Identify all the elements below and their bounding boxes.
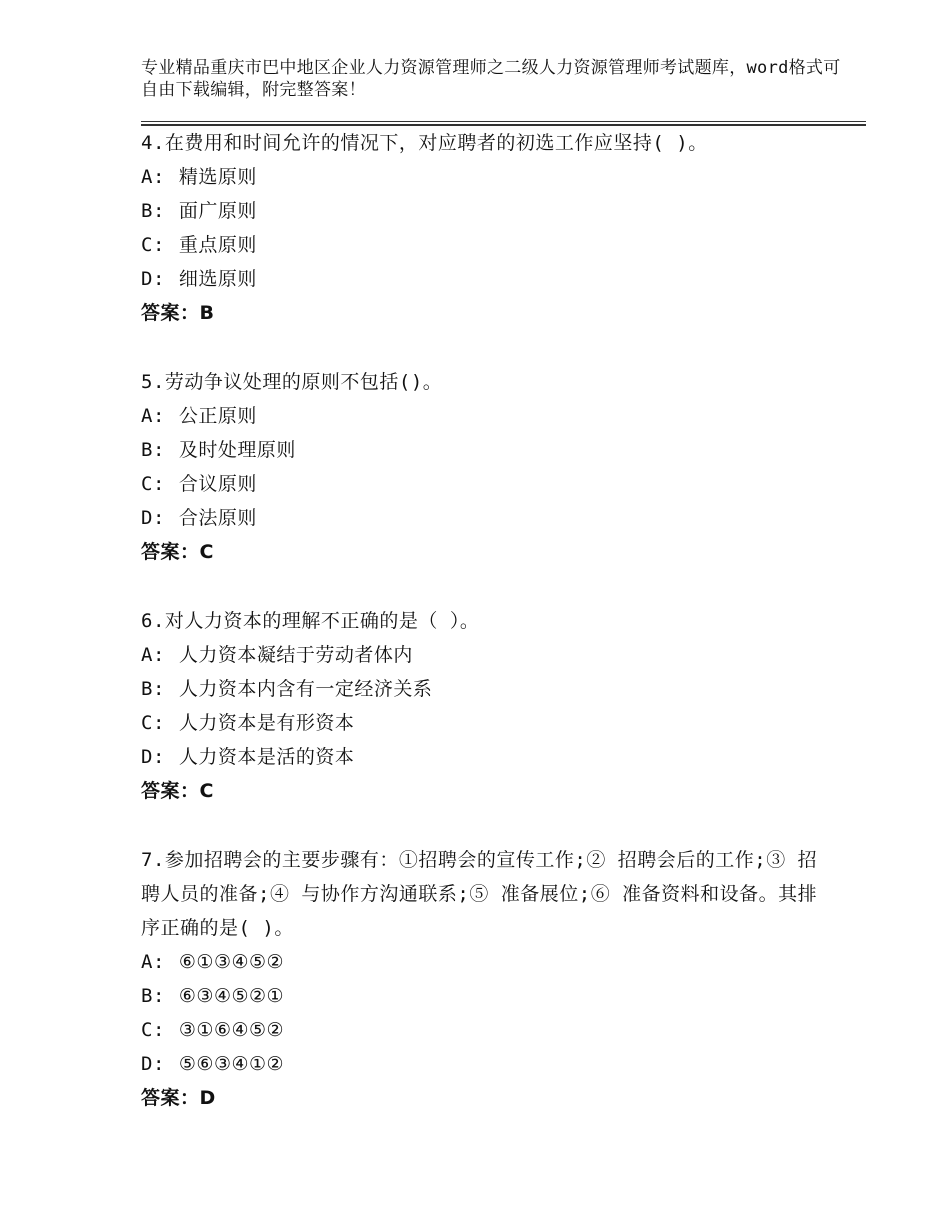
answer-value: B bbox=[199, 302, 214, 324]
option-text: 人力资本内含有一定经济关系 bbox=[178, 678, 433, 700]
option-text: ⑥①③④⑤② bbox=[178, 951, 285, 973]
answer-label: 答案： bbox=[141, 541, 200, 563]
option-a bbox=[141, 638, 831, 672]
answer-value: C bbox=[199, 541, 214, 563]
option-letter: D: bbox=[141, 507, 165, 529]
option-letter: B: bbox=[141, 200, 165, 222]
document-header: 专业精品重庆市巴中地区企业人力资源管理师之二级人力资源管理师考试题库，word格式可自由下载编辑，附完整答案！ bbox=[141, 58, 841, 100]
option-c bbox=[141, 706, 831, 740]
answer-value: C bbox=[199, 780, 214, 802]
answer-line bbox=[141, 296, 831, 330]
option-letter: A: bbox=[141, 405, 165, 427]
option-letter: C: bbox=[141, 712, 165, 734]
option-d bbox=[141, 1047, 831, 1081]
option-letter: A: bbox=[141, 951, 165, 973]
option-text: 人力资本是有形资本 bbox=[178, 712, 355, 734]
option-text: 合法原则 bbox=[178, 507, 257, 529]
option-d bbox=[141, 740, 831, 774]
question-4 bbox=[141, 126, 831, 330]
option-d bbox=[141, 262, 831, 296]
option-c bbox=[141, 467, 831, 501]
question-stem: 6.对人力资本的理解不正确的是（ ）。 bbox=[141, 610, 480, 632]
option-d bbox=[141, 501, 831, 535]
option-a bbox=[141, 160, 831, 194]
header-divider-thin bbox=[141, 121, 866, 122]
option-text: 人力资本是活的资本 bbox=[178, 746, 355, 768]
option-a bbox=[141, 945, 831, 979]
option-c bbox=[141, 228, 831, 262]
answer-label: 答案： bbox=[141, 302, 200, 324]
question-stem: 7.参加招聘会的主要步骤有：①招聘会的宣传工作;② 招聘会后的工作;③ 招聘人员的准备;④ 与协作方沟通联系;⑤ 准备展位;⑥ 准备资料和设备。其排序正确的是( )。 bbox=[141, 849, 818, 939]
option-letter: C: bbox=[141, 234, 165, 256]
option-letter: D: bbox=[141, 746, 165, 768]
option-letter: B: bbox=[141, 985, 165, 1007]
option-a bbox=[141, 399, 831, 433]
answer-label: 答案： bbox=[141, 1087, 200, 1109]
option-letter: C: bbox=[141, 473, 165, 495]
option-text: 面广原则 bbox=[178, 200, 257, 222]
option-text: 重点原则 bbox=[178, 234, 257, 256]
option-text: 人力资本凝结于劳动者体内 bbox=[178, 644, 413, 666]
option-text: 精选原则 bbox=[178, 166, 257, 188]
option-letter: A: bbox=[141, 166, 165, 188]
answer-line bbox=[141, 1081, 831, 1115]
option-letter: B: bbox=[141, 678, 165, 700]
option-c bbox=[141, 1013, 831, 1047]
answer-value: D bbox=[199, 1087, 216, 1109]
option-text: 合议原则 bbox=[178, 473, 257, 495]
option-letter: A: bbox=[141, 644, 165, 666]
option-letter: D: bbox=[141, 268, 165, 290]
option-text: 公正原则 bbox=[178, 405, 257, 427]
option-text: ⑥③④⑤②① bbox=[178, 985, 285, 1007]
option-text: 细选原则 bbox=[178, 268, 257, 290]
answer-line bbox=[141, 774, 831, 808]
question-6 bbox=[141, 604, 831, 808]
option-letter: B: bbox=[141, 439, 165, 461]
option-text: ③①⑥④⑤② bbox=[178, 1019, 285, 1041]
option-b bbox=[141, 979, 831, 1013]
option-b bbox=[141, 194, 831, 228]
question-7 bbox=[141, 843, 831, 1115]
question-5 bbox=[141, 365, 831, 569]
option-letter: D: bbox=[141, 1053, 165, 1075]
question-stem: 5.劳动争议处理的原则不包括()。 bbox=[141, 371, 443, 393]
answer-label: 答案： bbox=[141, 780, 200, 802]
option-b bbox=[141, 672, 831, 706]
option-b bbox=[141, 433, 831, 467]
option-text: ⑤⑥③④①② bbox=[178, 1053, 285, 1075]
answer-line bbox=[141, 535, 831, 569]
option-letter: C: bbox=[141, 1019, 165, 1041]
option-text: 及时处理原则 bbox=[178, 439, 296, 461]
question-stem: 4.在费用和时间允许的情况下，对应聘者的初选工作应坚持( )。 bbox=[141, 132, 708, 154]
